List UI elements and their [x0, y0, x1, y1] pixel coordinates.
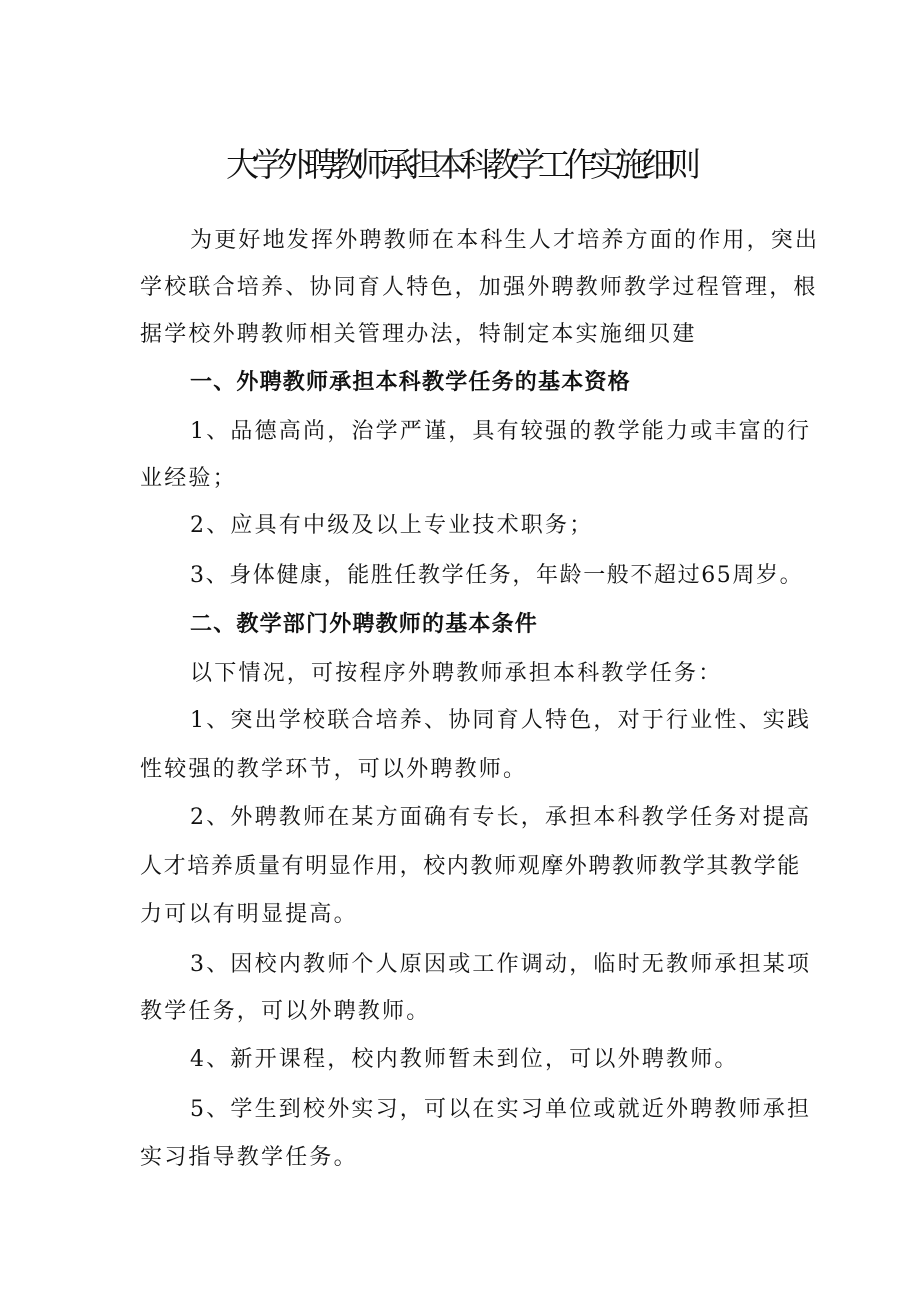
- section-2-item-4: 4、新开课程，校内教师暂未到位，可以外聘教师。: [190, 1047, 739, 1072]
- section-2-item-1-line-1: 1、突出学校联合培养、协同育人特色，对于行业性、实践: [190, 708, 812, 733]
- section-2-item-5-line-1: 5、学生到校外实习，可以在实习单位或就近外聘教师承担: [190, 1097, 812, 1122]
- section-1-item-3: 3、身体健康，能胜任教学任务，年龄一般不超过65周岁。: [190, 563, 804, 588]
- section-1-item-1-line-1: 1、品德高尚，治学严谨，具有较强的教学能力或丰富的行: [190, 419, 812, 444]
- section-2-item-3-line-2: 教学任务，可以外聘教师。: [140, 999, 431, 1024]
- intro-line-1: 为更好地发挥外聘教师在本科生人才培养方面的作用，突出: [190, 228, 820, 253]
- document-title: 大学外聘教师承担本科教学工作实施细则: [226, 145, 694, 184]
- section-1-heading: 一、外聘教师承担本科教学任务的基本资格: [190, 370, 631, 395]
- section-2-item-2-line-1: 2、外聘教师在某方面确有专长，承担本科教学任务对提高: [190, 805, 812, 830]
- section-2-item-1-line-2: 性较强的教学环节，可以外聘教师。: [140, 757, 528, 782]
- section-1-item-1-line-2: 业经验；: [140, 466, 237, 491]
- section-2-item-2-line-2: 人才培养质量有明显作用，校内教师观摩外聘教师教学其教学能: [140, 854, 801, 879]
- section-1-item-2: 2、应具有中级及以上专业技术职务；: [190, 513, 594, 538]
- intro-line-2: 学校联合培养、协同育人特色，加强外聘教师教学过程管理，根: [140, 275, 818, 300]
- section-2-lead: 以下情况，可按程序外聘教师承担本科教学任务：: [190, 661, 723, 686]
- section-2-item-2-line-3: 力可以有明显提高。: [140, 902, 358, 927]
- intro-line-3: 据学校外聘教师相关管理办法，特制定本实施细贝建: [140, 322, 697, 347]
- section-2-heading: 二、教学部门外聘教师的基本条件: [190, 612, 539, 637]
- section-2-item-5-line-2: 实习指导教学任务。: [140, 1145, 358, 1170]
- section-2-item-3-line-1: 3、因校内教师个人原因或工作调动，临时无教师承担某项: [190, 952, 812, 977]
